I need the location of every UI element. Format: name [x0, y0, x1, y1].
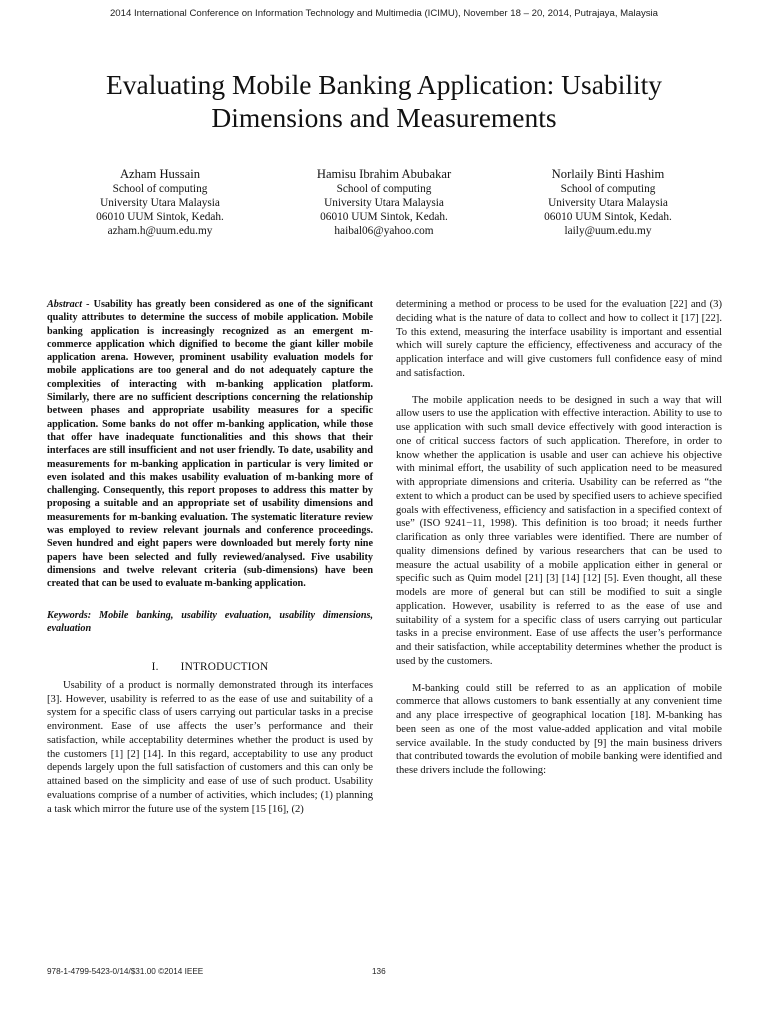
author-address: 06010 UUM Sintok, Kedah.	[544, 211, 672, 224]
author-name: Azham Hussain	[119, 167, 201, 181]
paper-title	[40, 68, 728, 134]
abstract	[47, 298, 373, 591]
author-dept: School of computing	[560, 183, 656, 195]
section-number: I.	[151, 661, 159, 674]
author-address: 06010 UUM Sintok, Kedah.	[96, 211, 224, 224]
left-column	[47, 298, 373, 816]
abstract-paragraph	[47, 298, 373, 591]
author-dept: School of computing	[336, 183, 432, 195]
author-email: azham.h@uum.edu.my	[107, 225, 213, 238]
author-university: University Utara Malaysia	[324, 197, 444, 210]
title-line-1: Evaluating Mobile Banking Application: Usability	[105, 69, 663, 100]
author-name: Hamisu Ibrahim Abubakar	[316, 167, 452, 181]
keywords: Keywords: Mobile banking, usability evaluation, usability dimensions, evaluation	[47, 609, 373, 634]
body-paragraph: determining a method or process to be used for the evaluation [22] and (3) deciding what is the nature of data to collect and how to collect it [17] [22]. To this extend, measuring the interface usability is important and essential which will surely capture the efficiency, effectiveness and accuracy of the application interface and will give customers full confidence easy of mind and satisfaction.	[396, 299, 722, 379]
author-3	[498, 166, 718, 238]
author-block	[40, 166, 728, 240]
body-paragraph: Usability of a product is normally demonstrated through its interfaces [3]. However, usability is referred to as the ease of use and suitability of a system for a specific class of users carrying out particular tasks in a precise environment. Ease of use affects the user’s performance and their satisfaction, while acceptability determines whether the product is used by the customers [1] [2] [14]. In this regard, acceptability to use any product depends largely upon the full satisfaction of customers and this can only be attained based on the simplicity and ease of use of such product. Usability evaluations comprise of a number of activities, which includes; (1) planning a task which mirror the future use of the system [15 [16], (2)	[47, 679, 373, 815]
author-2	[274, 166, 494, 238]
body-paragraph: M-banking could still be referred to as an application of mobile commerce that allows customers to bank essentially at any convenient time and any place irrespective of geographical location [18]. M-banking has been seen as one of the most value-added application and vital mobile service available. In the study conducted by [9] the main business drivers that contributed towards the evolution of mobile banking were identified and these drivers include the following:	[396, 682, 722, 776]
right-column	[396, 298, 722, 778]
page-number: 136	[372, 967, 386, 976]
section-title: INTRODUCTION	[180, 661, 269, 674]
author-email: haibal06@yahoo.com	[334, 225, 434, 238]
author-university: University Utara Malaysia	[548, 197, 668, 210]
section-heading-introduction	[47, 661, 373, 675]
author-1	[50, 166, 270, 238]
body-paragraph: The mobile application needs to be designed in such a way that will allow users to use the application with effective interaction. Ability to use to use application with such small device effectively with good interaction is one of critical success factors of such application. Therefore, in order to know whether the application is usable and user can achieve his objective with minimal effort, the usability of such application need to be measured with appropriate dimensions and criteria. Usability can be referred as “the extent to which a product can be used by specified users to achieve specified goals with effectiveness, efficiency and satisfaction in a specified context of use” (ISO 9241−11, 1998). This definition is too broad; it needs further clarification as only three variables were identified. There are number of quality dimensions defined by various researchers that can be used to measure the actual usability of a mobile application either in general or specific such as Quim model [21] [3] [14] [12] [5]. Even thought, all these models are more of general but can still be modified to suit a single application. However, usability is referred to as the ease of use and suitability of a system for a specific class of users carrying out particular tasks in a precise environment. Ease of use affects the user’s performance and their satisfaction, while acceptability determines whether the product is used by the customers.	[396, 394, 722, 667]
author-university: University Utara Malaysia	[100, 197, 220, 210]
author-address: 06010 UUM Sintok, Kedah.	[320, 211, 448, 224]
author-name: Norlaily Binti Hashim	[551, 167, 665, 181]
abstract-text: Usability has greatly been considered as one of the significant quality attributes to determine the success of mobile application. Mobile banking application is increasingly recognized as an emergent m-commerce application which dignified to become the giant killer mobile application arena. However, prominent usability evaluation models for mobile applications are too general and do not adequately capture the complexities of interacting with m-banking application platform. Similarly, there are no sufficient descriptions concerning the relationship between phases and appropriate usability measures for a specific application. Some banks do not offer m-banking application, while those that offer have inadequate functionalities and this shows that their interfaces are still insufficient and not user friendly. To date, usability and measurements for m-banking application in particular is very limited or even isolated and this makes usability evaluation of m-banking more of challenging. Consequently, this report proposes to address this matter by proposing a suitable and an appropriate set of usability dimensions and measurements for m-banking evaluation. The systematic literature review was employed to review relevant journals and conference proceedings. Seven hundred and eight papers were downloaded but merely forty nine papers have been selected and fully reviewed/analysed. Five usability dimensions and twelve relevant criteria (sub-dimensions) have been created that can be used to evaluate m-banking application.	[47, 299, 373, 590]
author-dept: School of computing	[112, 183, 208, 195]
abstract-label: Abstract -	[47, 299, 90, 310]
footer-isbn: 978-1-4799-5423-0/14/$31.00 ©2014 IEEE	[47, 967, 204, 976]
author-email: laily@uum.edu.my	[564, 225, 652, 238]
title-line-2: Dimensions and Measurements	[211, 102, 557, 133]
conference-header: 2014 International Conference on Information Technology and Multimedia (ICIMU), November 18 – 20, 2014, Putrajaya, Malaysia	[109, 8, 659, 19]
